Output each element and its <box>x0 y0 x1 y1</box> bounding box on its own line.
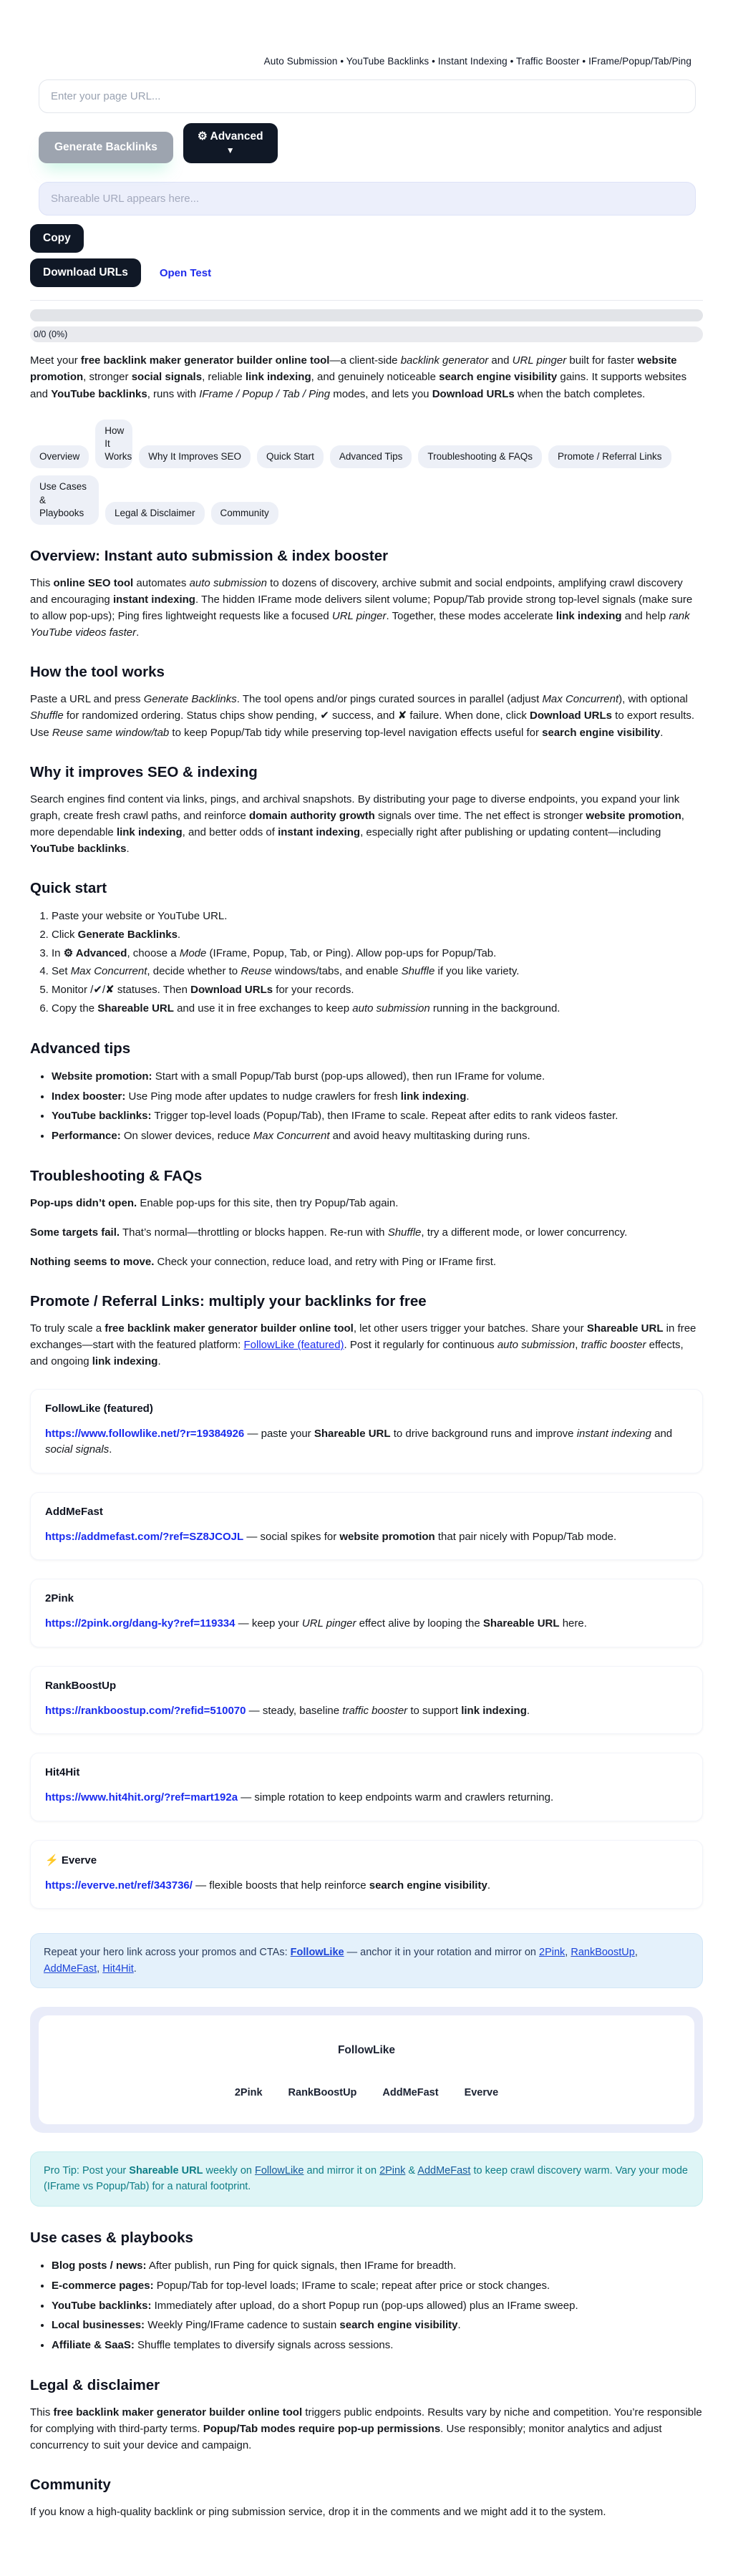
text-segment: and <box>651 1427 673 1440</box>
download-urls-button[interactable]: Download URLs <box>30 258 141 287</box>
text-segment: running in the background. <box>429 1002 560 1015</box>
text-segment: backlink generator <box>400 354 489 367</box>
text-segment: Affiliate & SaaS: <box>52 2339 135 2352</box>
text-segment: URL pinger <box>512 354 567 367</box>
text-segment: — anchor it in your rotation and mirror on <box>344 1947 539 1959</box>
text-segment: YouTube backlinks: <box>52 2299 152 2312</box>
download-row <box>30 258 703 287</box>
text-segment: to keep Popup/Tab tidy while preserving top-level navigation effects useful for <box>169 726 543 739</box>
nav-pill-overview[interactable]: Overview <box>30 445 89 468</box>
text-segment: Meet your <box>30 354 81 367</box>
text-segment: gains. It supports websites and <box>30 371 687 400</box>
text-segment: link indexing <box>400 1090 467 1103</box>
paragraph <box>30 2504 703 2520</box>
text-segment: URL pinger <box>301 1617 356 1630</box>
text-segment: Start with a small Popup/Tab burst (pop-ups allowed), then run IFrame for volume. <box>152 1070 545 1083</box>
text-segment: This <box>30 576 54 589</box>
text-segment: for your records. <box>273 984 354 997</box>
referral-card-title: AddMeFast <box>45 1505 103 1518</box>
text-segment: automates <box>133 576 190 589</box>
shareable-url-input[interactable] <box>39 182 696 216</box>
promo-links-row <box>53 2087 680 2098</box>
text-segment: Shuffle <box>401 965 435 978</box>
promo-link-2pink[interactable]: 2Pink <box>234 2086 263 2098</box>
text-segment: , decide whether to <box>147 965 241 978</box>
text-segment: E-commerce pages: <box>52 2279 154 2292</box>
text-segment: Shuffle templates to diversify signals across sessions. <box>134 2339 394 2352</box>
text-segment: , runs with <box>147 387 200 400</box>
text-segment: & <box>405 2164 418 2176</box>
referral-card-body <box>45 1703 688 1720</box>
list-item <box>52 2338 703 2354</box>
text-segment: — paste your <box>244 1427 314 1440</box>
text-segment: If you know a high-quality backlink or ping submission service, drop it in the comments and we might add it to the system. <box>30 2506 606 2519</box>
paragraph <box>30 691 703 740</box>
text-segment: Shareable URL <box>129 2164 203 2176</box>
promo-link-addmefast[interactable]: AddMeFast <box>382 2086 439 2098</box>
intro-paragraph <box>30 352 703 402</box>
text-segment: Shareable URL <box>314 1427 391 1440</box>
page-url-input[interactable] <box>39 79 696 113</box>
inline-link[interactable]: 2Pink <box>539 1947 565 1959</box>
list-item <box>52 1069 703 1085</box>
text-segment: to drive background runs and improve <box>390 1427 577 1440</box>
pro-tip-callout <box>30 2151 703 2207</box>
text-segment: . The hidden IFrame mode delivers silent volume; Popup/Tab provide strong top-level signals (make sure to allow pop-ups); Ping fires lightweight requests like a focused <box>30 594 693 623</box>
hero-tagline: Auto Submission • YouTube Backlinks • Instant Indexing • Traffic Booster • IFrame/Popup/Tab/Ping <box>263 56 691 67</box>
text-segment: search engine visibility <box>439 371 558 384</box>
referral-card-body <box>45 1790 688 1806</box>
nav-pill-use-cases-playbooks[interactable]: Use Cases & Playbooks <box>30 475 99 525</box>
text-segment: traffic booster <box>342 1704 408 1717</box>
text-segment: modes, and lets you <box>330 387 432 400</box>
text-segment: , and genuinely noticeable <box>311 371 440 384</box>
referral-card-hit4hit <box>30 1753 703 1821</box>
text-segment: , <box>634 1947 638 1959</box>
list-item <box>52 1089 703 1105</box>
text-segment: Pop-ups didn’t open. <box>30 1196 137 1209</box>
text-segment: . The tool opens and/or pings curated sources in parallel (adjust <box>236 693 543 706</box>
nav-pill-troubleshooting-faqs[interactable]: Troubleshooting & FAQs <box>418 445 542 468</box>
text-segment: Search engines find content via links, pings, and archival snapshots. By distributing your page to diverse endpoints, you expand your link graph, create fresh crawl paths, and reinforce <box>30 793 680 822</box>
list-item <box>52 2278 703 2295</box>
section-heading-troubleshooting-faqs: Troubleshooting & FAQs <box>30 1167 203 1184</box>
text-segment: Index booster: <box>52 1090 126 1103</box>
text-segment: . <box>109 1443 112 1456</box>
text-segment: and use it in free exchanges to keep <box>173 1002 353 1015</box>
text-segment: Set <box>52 965 71 978</box>
text-segment: that pair nicely with Popup/Tab mode. <box>435 1530 617 1543</box>
ordered-list <box>30 909 703 1017</box>
promo-link-rankboostup[interactable]: RankBoostUp <box>288 2086 357 2098</box>
inline-link[interactable]: AddMeFast <box>417 2164 471 2176</box>
text-segment: Popup/Tab modes require pop-up permissions <box>203 2422 441 2435</box>
inline-link[interactable]: FollowLike (featured) <box>243 1339 344 1352</box>
text-segment: triggers public endpoints. Results vary by niche and competition. You’re responsible for complying with third-party terms. <box>30 2406 702 2435</box>
text-segment: link indexing <box>92 1355 158 1368</box>
text-segment: , <box>565 1947 571 1959</box>
text-segment: to dozens of discovery, archive submit and social endpoints, amplifying crawl discovery and encouraging <box>30 576 683 606</box>
text-segment: auto submission <box>497 1339 576 1352</box>
text-segment: Shuffle <box>30 710 64 722</box>
text-segment: Immediately after upload, do a short Popup run (pop-ups allowed) plus an IFrame sweep. <box>151 2299 578 2312</box>
referral-card-body <box>45 1529 688 1546</box>
text-segment: After publish, run Ping for quick signals, then IFrame for breadth. <box>146 2259 457 2272</box>
text-segment: Nothing seems to move. <box>30 1256 155 1269</box>
text-segment: Trigger top-level loads (Popup/Tab), then IFrame to scale. Repeat after edits to rank videos faster. <box>151 1110 618 1123</box>
text-segment: weekly on <box>203 2164 255 2176</box>
text-segment: free backlink maker generator builder online tool <box>105 1322 354 1335</box>
nav-pill-community[interactable]: Community <box>211 502 278 525</box>
nav-pill-quick-start[interactable]: Quick Start <box>257 445 324 468</box>
inline-link[interactable]: https://2pink.org/dang-ky?ref=119334 <box>45 1617 236 1630</box>
text-segment: . <box>487 1879 490 1892</box>
text-segment: . Use responsibly; monitor analytics and adjust concurrency to suit your device and campaign. <box>30 2422 662 2452</box>
text-segment: Repeat your hero link across your promos and CTAs: <box>44 1947 291 1959</box>
list-item <box>52 927 703 944</box>
text-segment: Generate Backlinks <box>77 928 178 941</box>
referral-card-followlike-featured <box>30 1389 703 1473</box>
text-segment: domain authority growth <box>249 809 375 822</box>
text-segment: , try a different mode, or lower concurrency. <box>421 1226 628 1239</box>
text-segment: This <box>30 2406 54 2418</box>
text-segment: . <box>126 842 130 855</box>
referral-card-body <box>45 1426 688 1458</box>
text-segment: Monitor /✔/✘ statuses. Then <box>52 984 191 997</box>
text-segment: , and better odds of <box>182 825 278 838</box>
progress-status: 0/0 (0%) <box>30 326 703 342</box>
text-segment: signals over time. The net effect is stronger <box>374 809 586 822</box>
inline-link[interactable]: FollowLike <box>290 1947 344 1959</box>
text-segment: YouTube backlinks <box>30 842 127 855</box>
text-segment: Some targets fail. <box>30 1226 120 1239</box>
section-heading-community: Community <box>30 2476 111 2494</box>
inline-link[interactable]: RankBoostUp <box>571 1947 635 1959</box>
text-segment: Reuse <box>241 965 272 978</box>
list-item <box>52 1001 703 1017</box>
promo-link-everve[interactable]: Everve <box>464 2086 499 2098</box>
text-segment: . <box>136 626 140 639</box>
paragraph <box>30 1254 703 1270</box>
paragraph <box>30 1195 703 1211</box>
text-segment: here. <box>559 1617 587 1630</box>
text-segment: . <box>660 726 664 739</box>
text-segment: Pro Tip: Post your <box>44 2164 130 2176</box>
text-segment: Generate Backlinks <box>143 693 237 706</box>
referral-card-2pink <box>30 1579 703 1647</box>
inline-link[interactable]: https://everve.net/ref/343736/ <box>45 1879 193 1892</box>
text-segment: effect alive by looping the <box>356 1617 483 1630</box>
text-segment: instant indexing <box>576 1427 651 1440</box>
text-segment: website promotion <box>339 1530 435 1543</box>
paragraph <box>30 1320 703 1370</box>
text-segment: website promotion <box>586 809 681 822</box>
lightning-icon: ⚡ <box>45 1854 62 1866</box>
text-segment: if you like variety. <box>435 965 520 978</box>
list-item <box>52 909 703 925</box>
text-segment: when the batch completes. <box>514 387 646 400</box>
chevron-down-icon: ▼ <box>225 145 235 156</box>
nav-pill-advanced-tips[interactable]: Advanced Tips <box>330 445 412 468</box>
list-item <box>52 1128 703 1145</box>
text-segment: , especially right after publishing or updating content—including <box>360 825 661 838</box>
nav-pill-promote-referral-links[interactable]: Promote / Referral Links <box>548 445 671 468</box>
text-segment: Paste your website or YouTube URL. <box>52 910 228 922</box>
text-segment: . <box>526 1704 530 1717</box>
text-segment: link indexing <box>245 371 311 384</box>
text-segment: In <box>52 946 64 959</box>
text-segment: effects, and ongoing <box>30 1339 684 1368</box>
text-segment: Popup/Tab for top-level loads; IFrame to scale; repeat after price or stock changes. <box>153 2279 550 2292</box>
open-test-link[interactable]: Open Test <box>159 266 212 279</box>
referral-card-body <box>45 1878 688 1894</box>
text-segment: ⚙ Advanced <box>63 946 127 959</box>
text-segment: , <box>575 1339 581 1352</box>
paragraph <box>30 2404 703 2454</box>
list-item <box>52 2318 703 2334</box>
text-segment: website promotion <box>30 354 677 384</box>
text-segment: to export results. Use <box>30 710 695 739</box>
text-segment: and <box>488 354 513 367</box>
text-segment: — social spikes for <box>243 1530 340 1543</box>
text-segment: That’s normal—throttling or blocks happen. Re-run with <box>120 1226 388 1239</box>
section-nav <box>30 420 703 525</box>
text-segment: , choose a <box>127 946 180 959</box>
text-segment: , <box>97 1962 103 1975</box>
action-button-row <box>39 123 703 163</box>
text-segment: Download URLs <box>432 387 515 400</box>
text-segment: Shuffle <box>387 1226 422 1239</box>
text-segment: Click <box>52 928 78 941</box>
referral-card-title: FollowLike (featured) <box>45 1402 153 1415</box>
text-segment: auto submission <box>352 1002 430 1015</box>
text-segment: Paste a URL and press <box>30 693 144 706</box>
bullet-list <box>30 1069 703 1145</box>
section-heading-overview-instant-auto-submission-index-booster: Overview: Instant auto submission & index booster <box>30 547 389 564</box>
referral-card-addmefast <box>30 1492 703 1561</box>
inline-link[interactable]: https://www.hit4hit.org/?ref=mart192a <box>45 1791 238 1804</box>
inline-link[interactable]: https://addmefast.com/?ref=SZ8JCOJL <box>45 1530 244 1543</box>
referral-card-title: Hit4Hit <box>45 1766 80 1779</box>
text-segment: Blog posts / news: <box>52 2259 147 2272</box>
text-segment: Max Concurrent <box>253 1130 330 1143</box>
copy-row <box>30 224 703 253</box>
text-segment: To truly scale a <box>30 1322 105 1335</box>
text-segment: . <box>177 928 181 941</box>
inline-link[interactable]: https://rankboostup.com/?refid=510070 <box>45 1704 246 1717</box>
generate-backlinks-button[interactable]: Generate Backlinks <box>39 132 173 163</box>
text-segment: Shareable URL <box>482 1617 560 1630</box>
copy-button[interactable]: Copy <box>30 224 84 253</box>
text-segment: Shareable URL <box>97 1002 174 1015</box>
text-segment: windows/tabs, and enable <box>271 965 402 978</box>
text-segment: search engine visibility <box>339 2319 458 2332</box>
text-segment: Weekly Ping/IFrame cadence to sustain <box>145 2319 340 2332</box>
progress-bar <box>30 309 703 321</box>
text-segment: Copy the <box>52 1002 98 1015</box>
text-segment: Max Concurrent <box>542 693 619 706</box>
list-item <box>52 982 703 999</box>
text-segment: link indexing <box>555 610 622 623</box>
paragraph <box>30 791 703 857</box>
text-segment: URL pinger <box>331 610 387 623</box>
text-segment: Use Ping mode after updates to nudge crawlers for fresh <box>125 1090 401 1103</box>
text-segment: instant indexing <box>278 825 361 838</box>
text-segment: link indexing <box>461 1704 527 1717</box>
text-segment: — steady, baseline <box>246 1704 343 1717</box>
section-heading-advanced-tips: Advanced tips <box>30 1040 131 1057</box>
text-segment: . Post it regularly for continuous <box>344 1339 497 1352</box>
text-segment: YouTube backlinks <box>51 387 147 400</box>
section-heading-legal-disclaimer: Legal & disclaimer <box>30 2376 160 2393</box>
nav-pill-how-it-works[interactable]: How It Works <box>95 420 132 469</box>
inline-link[interactable]: FollowLike <box>254 2164 304 2176</box>
inline-link[interactable]: 2Pink <box>379 2164 406 2176</box>
section-heading-why-it-improves-seo-indexing: Why it improves SEO & indexing <box>30 763 258 780</box>
paragraph <box>30 575 703 641</box>
text-segment: . <box>157 1355 161 1368</box>
list-item <box>52 2258 703 2275</box>
text-segment: , reliable <box>202 371 246 384</box>
referral-card-title: ⚡ Everve <box>45 1854 97 1866</box>
text-segment: Performance: <box>52 1130 121 1143</box>
text-segment: Local businesses: <box>52 2319 145 2332</box>
repeat-links-callout <box>30 1933 703 1988</box>
text-segment: YouTube backlinks: <box>52 1110 152 1123</box>
advanced-toggle-button[interactable] <box>183 123 278 163</box>
text-segment: , more dependable <box>30 809 684 838</box>
text-segment: and avoid heavy multitasking during runs. <box>329 1130 530 1143</box>
text-segment: instant indexing <box>112 594 195 606</box>
inline-link[interactable]: AddMeFast <box>44 1962 97 1975</box>
text-segment: . Together, these modes accelerate <box>386 610 556 623</box>
bullet-list <box>30 2258 703 2354</box>
paragraph <box>30 1224 703 1241</box>
text-segment: . <box>466 1090 470 1103</box>
text-segment: Download URLs <box>190 984 273 997</box>
promo-card <box>39 2015 694 2124</box>
list-item <box>52 964 703 980</box>
referral-card-rankboostup <box>30 1666 703 1735</box>
text-segment: , stronger <box>83 371 132 384</box>
text-segment: built for faster <box>566 354 638 367</box>
nav-pill-why-it-improves-seo[interactable]: Why It Improves SEO <box>139 445 251 468</box>
text-segment: and help <box>621 610 669 623</box>
text-segment: Mode <box>179 946 207 959</box>
text-segment: social signals <box>131 371 203 384</box>
referral-card-everve <box>30 1840 703 1909</box>
text-segment: . <box>133 1962 137 1975</box>
text-segment: Enable pop-ups for this site, then try Popup/Tab again. <box>137 1196 399 1209</box>
text-segment: traffic booster <box>581 1339 646 1352</box>
section-heading-use-cases-playbooks: Use cases & playbooks <box>30 2229 193 2246</box>
referral-card-title: 2Pink <box>45 1592 74 1605</box>
text-segment: for randomized ordering. Status chips show pending, ✔ success, and ✘ failure. When done, click <box>63 710 530 722</box>
text-segment: social signals <box>45 1443 110 1456</box>
text-segment: , let other users trigger your batches. Share your <box>353 1322 587 1335</box>
list-item <box>52 946 703 962</box>
text-segment: On slower devices, reduce <box>120 1130 253 1143</box>
promo-section <box>30 2007 703 2133</box>
text-segment: rank YouTube videos faster <box>30 610 690 639</box>
text-segment: in free exchanges—start with the featured platform: <box>30 1322 696 1352</box>
text-segment: Check your connection, reduce load, and retry with Ping or IFrame first. <box>154 1256 497 1269</box>
section-heading-quick-start: Quick start <box>30 880 107 896</box>
text-segment: Website promotion: <box>52 1070 152 1083</box>
text-segment: Shareable URL <box>586 1322 664 1335</box>
text-segment: free backlink maker generator builder online tool <box>53 2406 303 2418</box>
text-segment: — flexible boosts that help reinforce <box>192 1879 369 1892</box>
text-segment: — keep your <box>235 1617 302 1630</box>
text-segment: Max Concurrent <box>70 965 147 978</box>
list-item <box>52 2298 703 2315</box>
inline-link[interactable]: Hit4Hit <box>102 1962 134 1975</box>
text-segment: search engine visibility <box>369 1879 487 1892</box>
gear-icon-label: ⚙ Advanced <box>197 130 263 142</box>
text-segment: . <box>457 2319 461 2332</box>
article <box>30 548 703 2520</box>
text-segment: Download URLs <box>530 710 613 722</box>
inline-link[interactable]: https://www.followlike.net/?r=19384926 <box>45 1427 245 1440</box>
text-segment: auto submission <box>189 576 267 589</box>
text-segment: online SEO tool <box>53 576 134 589</box>
text-segment: to keep crawl discovery warm. Vary your mode (IFrame vs Popup/Tab) for a natural footprint. <box>44 2164 688 2193</box>
referral-card-title: RankBoostUp <box>45 1679 117 1692</box>
divider <box>30 300 703 301</box>
text-segment: — simple rotation to keep endpoints warm and crawlers returning. <box>238 1791 554 1804</box>
text-segment: Reuse same window/tab <box>52 726 170 739</box>
nav-pill-legal-disclaimer[interactable]: Legal & Disclaimer <box>105 502 205 525</box>
section-heading-how-the-tool-works: How the tool works <box>30 664 165 681</box>
text-segment: IFrame / Popup / Tab / Ping <box>199 387 331 400</box>
list-item <box>52 1108 703 1125</box>
referral-card-body <box>45 1616 688 1632</box>
text-segment: ), with optional <box>618 693 688 706</box>
text-segment: —a client-side <box>329 354 401 367</box>
text-segment: to support <box>407 1704 462 1717</box>
text-segment: (IFrame, Popup, Tab, or Ping). Allow pop-ups for Popup/Tab. <box>206 946 497 959</box>
text-segment: and mirror it on <box>304 2164 380 2176</box>
text-segment: free backlink maker generator builder online tool <box>80 354 330 367</box>
section-heading-promote-referral-links-multiply-your-backlinks-for-free: Promote / Referral Links: multiply your backlinks for free <box>30 1293 427 1310</box>
promo-featured-link-followlike[interactable]: FollowLike <box>337 2043 396 2056</box>
text-segment: search engine visibility <box>542 726 661 739</box>
text-segment: link indexing <box>116 825 183 838</box>
